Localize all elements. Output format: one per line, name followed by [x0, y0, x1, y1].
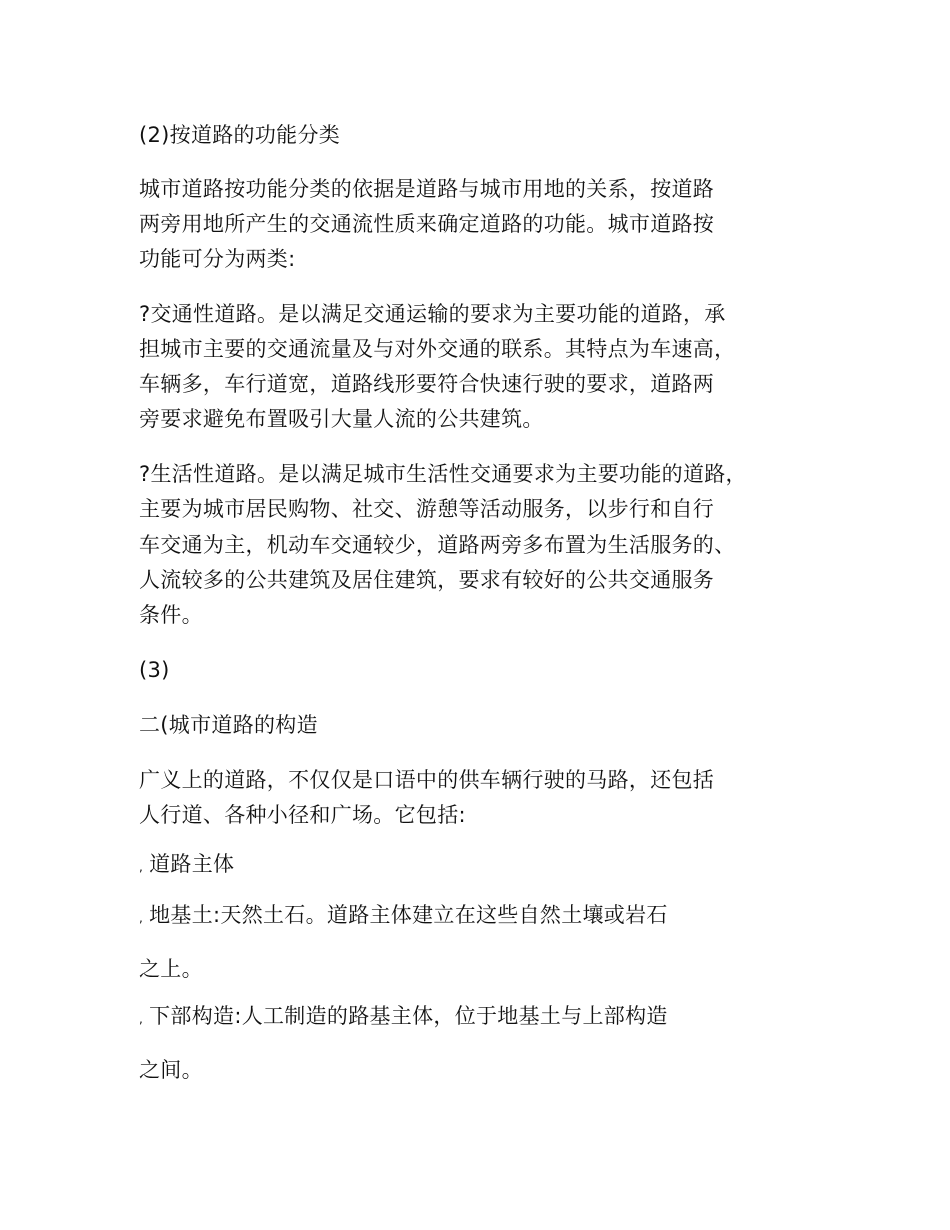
heading-2: (2)按道路的功能分类: [139, 123, 341, 147]
para4-line-1: 广义上的道路，不仅仅是口语中的供车辆行驶的马路，还包括: [139, 768, 715, 792]
para3-line-3: 车交通为主，机动车交通较少，道路两旁多布置为生活服务的、: [139, 533, 736, 557]
para3-line-1: ?生活性道路。是以满足城市生活性交通要求为主要功能的道路，: [139, 462, 747, 486]
list-item-3-text: 下部构造:人工制造的路基主体，位于地基土与上部构造: [149, 1004, 668, 1028]
bullet-mark: ,: [139, 860, 144, 874]
para1-line-2: 两旁用地所产生的交通流性质来确定道路的功能。城市道路按: [139, 212, 715, 236]
para2-line-3: 车辆多，车行道宽，道路线形要符合快速行驶的要求，道路两: [139, 372, 715, 396]
list-item-3: [139, 1006, 668, 1027]
heading-3: (3): [139, 658, 170, 682]
list-item-2-continued: 之上。: [139, 957, 203, 981]
para2-line-4: 旁要求避免布置吸引大量人流的公共建筑。: [139, 407, 544, 431]
list-item-1-text: 道路主体: [149, 852, 235, 876]
para1-line-1: 城市道路按功能分类的依据是道路与城市用地的关系，按道路: [139, 177, 715, 201]
para3-line-2: 主要为城市居民购物、社交、游憩等活动服务，以步行和自行: [139, 497, 715, 521]
para2-line-2: 担城市主要的交通流量及与对外交通的联系。其特点为车速高，: [139, 337, 736, 361]
list-item-2: [139, 905, 668, 926]
para3-line-4: 人流较多的公共建筑及居住建筑，要求有较好的公共交通服务: [139, 568, 715, 592]
bullet-mark: ,: [139, 911, 144, 925]
para2-line-1: ?交通性道路。是以满足交通运输的要求为主要功能的道路，承: [139, 302, 726, 326]
list-item-3-continued: 之间。: [139, 1058, 203, 1082]
bullet-mark: ,: [139, 1012, 144, 1026]
list-item-2-text: 地基土:天然土石。道路主体建立在这些自然土壤或岩石: [149, 903, 668, 927]
para3-line-5: 条件。: [139, 603, 203, 627]
para4-line-2: 人行道、各种小径和广场。它包括:: [139, 803, 466, 827]
section-title: 二(城市道路的构造: [139, 713, 318, 737]
para1-line-3: 功能可分为两类:: [139, 247, 296, 271]
list-item-1: [139, 854, 234, 875]
